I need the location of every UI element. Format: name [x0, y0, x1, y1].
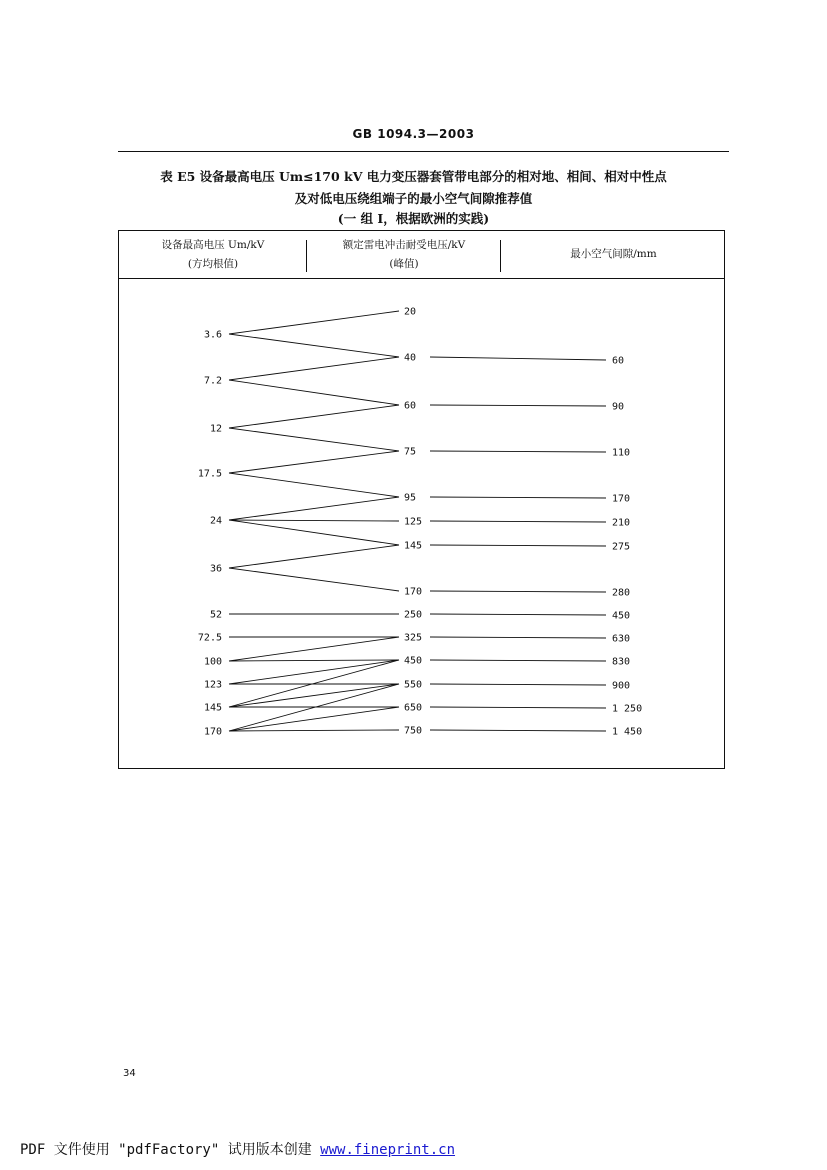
column-header-um-title: 设备最高电压 Um/kV: [161, 239, 265, 251]
column-header-um-unit: (方均根值): [187, 258, 239, 270]
um-value-label: 7.2: [203, 375, 222, 387]
um-li-connector: [229, 497, 399, 520]
um-li-connector: [229, 568, 399, 591]
li-clearance-connector: [430, 451, 606, 452]
footer-text: PDF 文件使用 "pdfFactory" 试用版本创建: [20, 1142, 321, 1158]
li-clearance-connector: [430, 591, 606, 592]
clearance-value-label: 170: [612, 493, 631, 505]
document-id: GB 1094.3—2003: [352, 127, 475, 141]
clearance-value-label: 90: [612, 401, 625, 413]
um-value-label: 100: [203, 656, 222, 668]
um-li-connector: [229, 520, 399, 521]
li-value-label: 145: [404, 540, 423, 552]
li-value-label: 60: [404, 400, 417, 412]
um-li-connector: [229, 637, 399, 661]
um-value-label: 72.5: [197, 632, 222, 644]
um-li-connector: [229, 730, 399, 731]
li-clearance-connector: [430, 405, 606, 406]
li-value-label: 170: [404, 586, 423, 598]
footer-link[interactable]: www.fineprint.cn: [320, 1142, 456, 1158]
clearance-value-label: 900: [612, 680, 631, 692]
clearance-value-label: 450: [612, 610, 631, 622]
page-number: 34: [123, 1068, 136, 1079]
li-clearance-connector: [430, 637, 606, 638]
li-value-label: 95: [404, 492, 417, 504]
clearance-value-label: 1 250: [612, 703, 643, 715]
um-value-label: 52: [209, 609, 222, 621]
um-li-connector: [229, 357, 399, 380]
li-clearance-connector: [430, 730, 606, 731]
um-li-connector: [229, 428, 399, 451]
um-li-connector: [229, 660, 399, 684]
um-value-label: 3.6: [203, 329, 222, 341]
um-li-connector: [229, 545, 399, 568]
li-value-label: 650: [404, 702, 423, 714]
li-value-label: 250: [404, 609, 423, 621]
table-caption-line2: 及对低电压绕组端子的最小空气间隙推荐值: [294, 191, 533, 206]
um-li-connector: [229, 311, 399, 334]
li-value-label: 20: [404, 306, 417, 318]
clearance-value-label: 210: [612, 517, 631, 529]
um-value-label: 36: [209, 563, 222, 575]
column-header-clearance: 最小空气间隙/mm: [570, 248, 657, 260]
li-clearance-connector: [430, 545, 606, 546]
um-li-connector: [229, 473, 399, 497]
li-clearance-connector: [430, 684, 606, 685]
um-li-connector: [229, 334, 399, 357]
um-value-label: 24: [209, 515, 222, 527]
pdf-footer: [20, 1139, 455, 1159]
um-li-connector: [229, 684, 399, 707]
column-header-li-unit: (峰值): [389, 258, 419, 270]
li-value-label: 75: [404, 446, 417, 458]
li-value-label: 125: [404, 516, 423, 528]
um-value-label: 17.5: [197, 468, 222, 480]
li-value-label: 550: [404, 679, 423, 691]
clearance-value-label: 1 450: [612, 726, 643, 738]
clearance-value-label: 110: [612, 447, 631, 459]
li-clearance-connector: [430, 614, 606, 615]
li-clearance-connector: [430, 521, 606, 522]
um-li-connector: [229, 405, 399, 428]
li-clearance-connector: [430, 497, 606, 498]
li-clearance-connector: [430, 707, 606, 708]
um-value-label: 170: [203, 726, 222, 738]
um-li-connector: [229, 660, 399, 661]
um-li-connector: [229, 520, 399, 545]
li-value-label: 40: [404, 352, 417, 364]
clearance-value-label: 630: [612, 633, 631, 645]
um-li-connector: [229, 380, 399, 405]
um-value-label: 12: [209, 423, 222, 435]
li-clearance-connector: [430, 660, 606, 661]
um-li-connector: [229, 707, 399, 731]
column-header-li-title: 额定雷电冲击耐受电压/kV: [342, 239, 466, 251]
um-li-connector: [229, 684, 399, 731]
um-value-label: 123: [203, 679, 222, 691]
table-caption-line1: 表 E5 设备最高电压 Um≤170 kV 电力变压器套管带电部分的相对地、相间、相对中性点: [160, 169, 667, 184]
um-li-connector: [229, 451, 399, 473]
li-value-label: 750: [404, 725, 423, 737]
um-value-label: 145: [203, 702, 222, 714]
clearance-value-label: 830: [612, 656, 631, 668]
clearance-value-label: 60: [612, 355, 625, 367]
table-caption-line3: (一 组 I，根据欧洲的实践): [337, 211, 490, 226]
um-li-connector: [229, 660, 399, 707]
li-value-label: 450: [404, 655, 423, 667]
li-value-label: 325: [404, 632, 423, 644]
clearance-value-label: 280: [612, 587, 631, 599]
li-clearance-connector: [430, 357, 606, 360]
clearance-value-label: 275: [612, 541, 631, 553]
